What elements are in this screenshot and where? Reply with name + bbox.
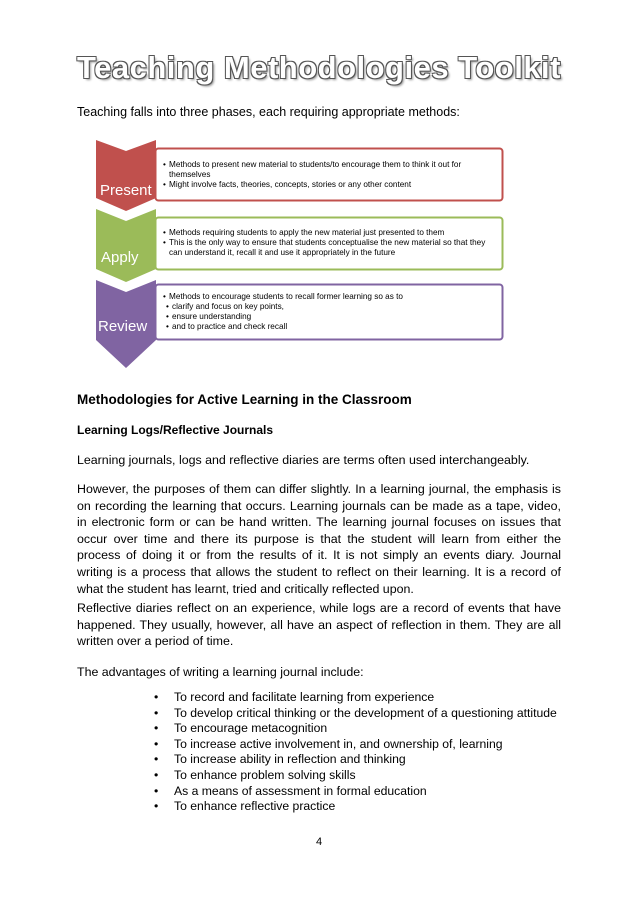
present-item: • Methods to present new material to students/to encourage them to think it out for themselves: [163, 160, 496, 180]
advantage-item: • As a means of assessment in formal education: [150, 784, 557, 800]
intro-text: Teaching falls into three phases, each requiring appropriate methods:: [77, 105, 460, 119]
paragraph: Learning journals, logs and reflective diaries are terms often used interchangeably.: [77, 453, 530, 467]
apply-chevron: [96, 209, 156, 282]
advantage-item: • To develop critical thinking or the development of a questioning attitude: [150, 706, 557, 722]
advantage-item: • To increase active involvement in, and ownership of, learning: [150, 737, 557, 753]
advantage-item: • To record and facilitate learning from experience: [150, 690, 557, 706]
review-item: • Methods to encourage students to recall former learning so as to: [163, 292, 496, 302]
review-subitem: • ensure understanding: [163, 312, 496, 322]
paragraph: Reflective diaries reflect on an experience, while logs are a record of events that have happened. They usually, however, all have an aspect of reflection in them. They are all written over a period of time.: [77, 601, 561, 649]
phase-label-present: Present: [100, 182, 152, 199]
apply-item: • Methods requiring students to apply the new material just presented to them: [163, 228, 496, 238]
paragraph: The advantages of writing a learning journal include:: [77, 665, 364, 679]
phase-label-apply: Apply: [101, 249, 139, 266]
page-title: Teaching Methodologies Toolkit: [76, 50, 561, 85]
advantage-item: • To increase ability in reflection and thinking: [150, 752, 557, 768]
apply-box: [155, 224, 502, 262]
present-item: • Might involve facts, theories, concepts, stories or any other content: [163, 180, 496, 190]
phase-label-review: Review: [98, 318, 148, 335]
subsection-heading: Learning Logs/Reflective Journals: [77, 423, 274, 437]
phases-diagram: [0, 140, 638, 370]
apply-item: • This is the only way to ensure that students conceptualise the new material so that they can understand it, recall it and use it appropriately in the future: [163, 238, 496, 258]
paragraph: However, the purposes of them can differ slightly. In a learning journal, the emphasis is on recording the learning that occurs. Learning journals can be made as a tape, video, in electronic form or can be hand written. The learning journal focuses on issues that occur over time and there its purpose is that the student will learn from either the process of doing it or from the results of it. It is not simply an events diary. Journal writing is a process that allows the student to reflect on their learning. It is a record of what the student has learnt, tried and critically reflected upon.: [77, 482, 561, 596]
advantage-item: • To enhance reflective practice: [150, 799, 557, 815]
section-heading: Methodologies for Active Learning in the Classroom: [77, 392, 412, 407]
present-box: [155, 156, 502, 194]
present-chevron: [96, 140, 156, 211]
advantage-item: • To enhance problem solving skills: [150, 768, 557, 784]
advantage-item: • To encourage metacognition: [150, 721, 557, 737]
review-subitem: • and to practice and check recall: [163, 322, 496, 332]
review-box: [155, 288, 502, 336]
review-subitem: • clarify and focus on key points,: [163, 302, 496, 312]
advantages-list: [150, 690, 557, 815]
page-number: 4: [315, 836, 323, 848]
